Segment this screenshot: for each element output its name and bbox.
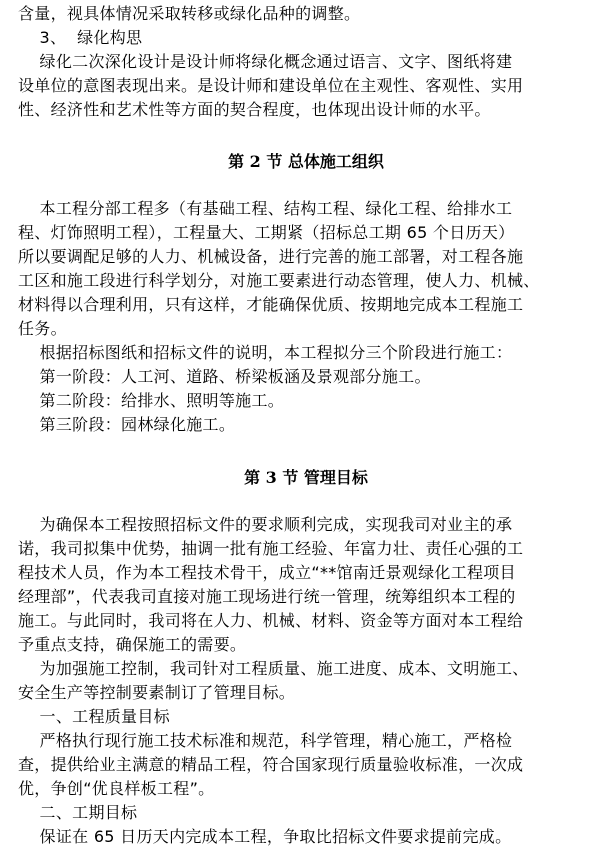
text-line: 工区和施工段进行科学划分，对施工要素进行动态管理，使人力、机械、 xyxy=(18,271,540,290)
text-line: 绿化二次深化设计是设计师将绿化概念通过语言、文字、图纸将建 xyxy=(18,52,513,71)
section-greening-text xyxy=(18,2,598,122)
text-line: 安全生产等控制要素制订了管理目标。 xyxy=(18,683,296,702)
text-line: 设单位的意图表现出来。是设计师和建设单位在主观性、客观性、实用 xyxy=(18,76,524,95)
text-line: 性、经济性和艺术性等方面的契合程度，也体现出设计师的水平。 xyxy=(18,100,491,119)
section-heading-3: 第 3 节 管理目标 xyxy=(244,468,368,487)
subheading-quality-target: 一、工程质量目标 xyxy=(18,707,170,726)
text-line: 含量，视具体情况采取转移或绿化品种的调整。 xyxy=(18,4,361,23)
text-line: 为加强施工控制，我司针对工程质量、施工进度、成本、文明施工、 xyxy=(18,659,529,678)
text-line: 材料得以合理利用，只有这样，才能确保优质、按期地完成本工程施工 xyxy=(18,295,524,314)
text-line: 施工。与此同时，我司将在人力、机械、材料、资金等方面对本工程给 xyxy=(18,611,524,630)
phase-1-line: 第一阶段：人工河、道路、桥梁板涵及景观部分施工。 xyxy=(18,367,431,386)
text-line: 经理部”，代表我司直接对施工现场进行统一管理，统筹组织本工程的 xyxy=(18,587,516,606)
text-line: 所以要调配足够的人力、机械设备，进行完善的施工部署，对工程各施 xyxy=(18,247,524,266)
text-line: 查，提供给业主满意的精品工程，符合国家现行质量验收标准，一次成 xyxy=(18,755,524,774)
section-2-body xyxy=(18,197,598,437)
text-line: 程技术人员，作为本工程技术骨干，成立“**馆南迁景观绿化工程项目 xyxy=(18,563,516,582)
text-line: 任务。 xyxy=(18,319,67,338)
text-line: 程、灯饰照明工程），工程量大、工期紧（招标总工期 65 个日历天） xyxy=(18,223,515,242)
text-line: 诺，我司拟集中优势，抽调一批有施工经验、年富力壮、责任心强的工 xyxy=(18,539,524,558)
text-line: 保证在 65 日历天内完成本工程，争取比招标文件要求提前完成。 xyxy=(18,827,512,846)
section-heading-2: 第 2 节 总体施工组织 xyxy=(228,152,384,171)
subheading-greening-concept: 3、 绿化构思 xyxy=(18,28,143,47)
text-line: 严格执行现行施工技术标准和规范，科学管理，精心施工，严格检 xyxy=(18,731,513,750)
text-line: 为确保本工程按照招标文件的要求顺利完成，实现我司对业主的承 xyxy=(18,515,513,534)
section-3-body xyxy=(18,513,598,849)
text-line: 本工程分部工程多（有基础工程、结构工程、绿化工程、给排水工 xyxy=(18,199,513,218)
text-line: 根据招标图纸和招标文件的说明，本工程拟分三个阶段进行施工： xyxy=(18,343,513,362)
phase-2-line: 第二阶段：给排水、照明等施工。 xyxy=(18,391,285,410)
text-line: 予重点支持，确保施工的需要。 xyxy=(18,635,247,654)
subheading-schedule-target: 二、工期目标 xyxy=(18,803,138,822)
phase-3-line: 第三阶段：园林绿化施工。 xyxy=(18,415,236,434)
text-line: 优，争创“优良样板工程”。 xyxy=(18,779,215,798)
